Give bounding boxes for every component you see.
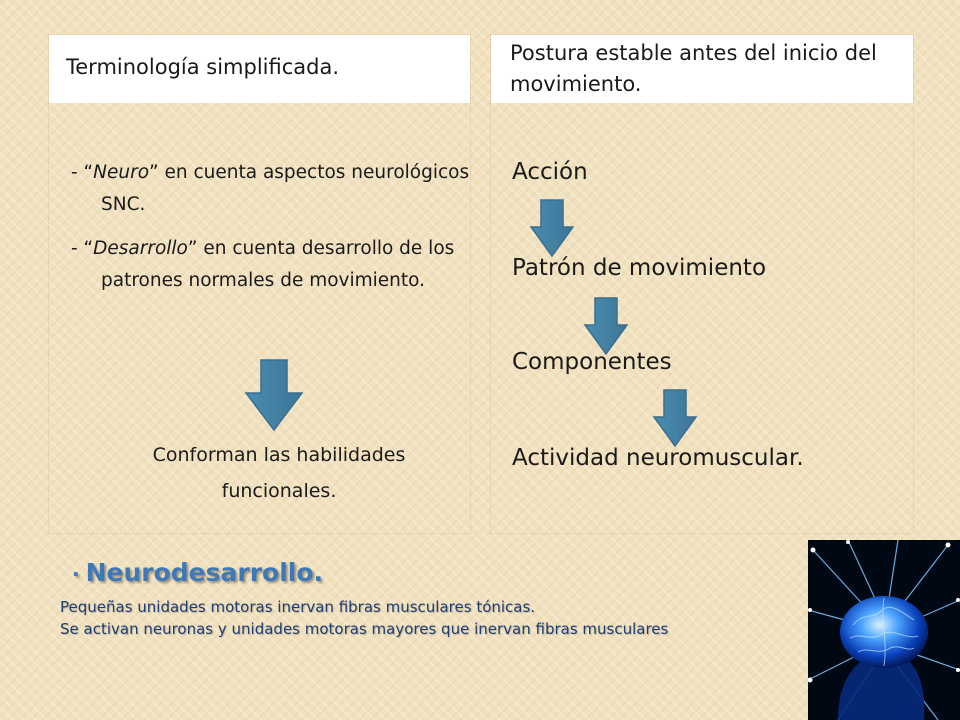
desarrollo-definition-bullet [71, 233, 481, 297]
step-components: Componentes [512, 349, 672, 375]
down-arrow-icon [530, 199, 574, 257]
bullet-prefix: - “ [71, 238, 94, 259]
step-action: Acción [512, 159, 588, 185]
right-panel-header: Postura estable antes del inicio del movimiento. [491, 35, 913, 103]
right-panel [490, 34, 914, 534]
down-arrow-icon [245, 359, 303, 431]
bullet-prefix: - “ [71, 162, 94, 183]
step-movement-pattern: Patrón de movimiento [512, 255, 767, 281]
bullet-text: ” en cuenta aspectos neurológicos SNC. [101, 162, 470, 215]
neurodesarrollo-title [72, 558, 323, 587]
bullet-term: Neuro [93, 162, 150, 183]
neuro-description-line: Se activan neuronas y unidades motoras mayores que inervan fibras musculares [60, 620, 669, 638]
bullet-text: ” en cuenta desarrollo de los patrones normales de movimiento. [101, 238, 455, 291]
down-arrow-icon [653, 389, 697, 447]
bullet-term: Desarrollo [93, 238, 188, 259]
left-panel [48, 34, 471, 534]
step-neuromuscular-activity: Actividad neuromuscular. [512, 445, 804, 471]
neuro-description-line: Pequeñas unidades motoras inervan fibras musculares tónicas. [60, 598, 536, 616]
left-panel-header: Terminología simplificada. [49, 35, 470, 103]
title-bullet: · [72, 562, 80, 586]
neuro-definition-bullet [71, 157, 481, 221]
brain-network-image [808, 540, 960, 720]
down-arrow-icon [584, 297, 628, 355]
title-text: Neurodesarrollo. [85, 558, 324, 587]
result-text: Conforman las habilidades funcionales. [152, 444, 406, 502]
